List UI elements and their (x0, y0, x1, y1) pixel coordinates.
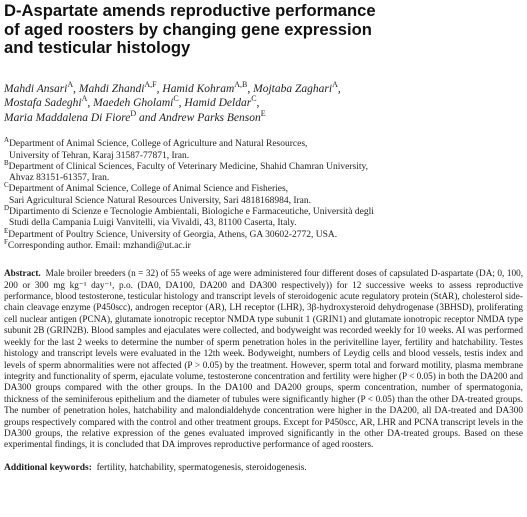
affiliation-line: Corresponding author. Email: mzhandi@ut.ac.ir (7, 240, 191, 251)
affiliation-line: Studi della Campania Luigi Vanvitelli, via Vivaldi, 43, 81100 Caserta, Italy. (9, 218, 297, 229)
affiliation-line: Ahvaz 83151-61357, Iran. (9, 173, 110, 184)
author-separator: , (87, 97, 94, 110)
abstract (4, 269, 523, 452)
author-affiliation-mark: A,F (144, 79, 157, 89)
affiliation-mark: E (4, 226, 9, 235)
author-affiliation-mark: A,B (234, 79, 248, 89)
author-name: Mostafa Sadeghi (4, 97, 82, 110)
title-line-3: and testicular histology (4, 38, 191, 57)
abstract-text: Male broiler breeders (n = 32) of 55 weeks of age were administered four different doses of capsulated D-aspartate (DA; 0, 100, 200 or 300 mg kg⁻¹ day⁻¹, p.o. (DA0, DA100, DA200 and DA300 respectively)) for 12 successive weeks to assess reproductive performance, blood testosterone, testicular histology and transcript levels of steroidogenic acute regulatory protein (StAR), cholesterol side-chain cleavage enzyme (P450scc), androgen receptor (AR), LH receptor (LHR), 3β-hydroxysteroid dehydrogenase (3BHSD), proliferating cell nuclear antigen (PCNA), glutamate ionotropic receptor NMDA type subunit 1 (GRIN1) and glutamate ionotropic receptor NMDA type subunit 2B (GRIN2B). Blood samples and ejaculates were collected, and bodyweight was recorded weekly for 10 weeks. AI was performed weekly for the last 2 weeks to determine the number of sperm penetration holes in the perivitelline layer, fertility and hatchability. Testes histology and transcript levels were evaluated in the 12th week. Bodyweight, numbers of Leydig cells and blood vessels, testis index and levels of sperm abnormalities were not affected (P > 0.05) by the treatment. However, sperm total and forward motility, plasma membrane integrity and functionality of sperm, ejaculate volume, testosterone concentration and fertility were higher (P < 0.05) in both the DA200 and DA300 groups compared with the other groups. In the DA100 and DA200 groups, sperm concentration, number of spermatogonia, thickness of the seminiferous epithelium and the diameter of tubules were significantly higher (P < 0.05) than the other DA-treated groups. The number of penetration holes, hatchability and malondialdehyde concentration were higher in the DA200, all DA-treated and DA300 groups respectively compared with the control and other treatment groups. Except for P450scc, AR, LHR and PCNA transcript levels in the DA300 groups, the relative expression of the genes evaluated improved significantly in the other DA-treated groups. Based on these experimental findings, it is concluded that DA improves reproductive performance of aged roosters. (4, 269, 524, 451)
affiliation-line: Department of Clinical Sciences, Faculty of Veterinary Medicine, Shahid Chamran University, (8, 161, 368, 172)
keywords (4, 462, 523, 474)
affiliation-mark: C (4, 181, 9, 190)
author-affiliation-mark: C (173, 94, 179, 104)
affiliation (4, 203, 523, 230)
affiliation-mark: F (4, 237, 8, 246)
affiliation (4, 136, 523, 162)
affiliation-line: Department of Poultry Science, University of Georgia, Athens, GA 30602-2772, USA. (8, 229, 338, 240)
author-affiliation-mark: E (260, 108, 266, 118)
author-separator: , (337, 82, 341, 95)
affiliation-line: University of Tehran, Karaj 31587-77871, Iran. (9, 150, 190, 161)
author-name: Andrew Parks Benson (158, 111, 261, 124)
author-affiliation-mark: A (81, 94, 88, 104)
author-affiliation-mark: A (332, 79, 338, 89)
title-line-2: of aged roosters by changing gene expression (4, 19, 372, 39)
keywords-text: fertility, hatchability, spermatogenesis, steroidogenesis. (96, 462, 307, 473)
keywords-label: Additional keywords: (4, 462, 92, 473)
affiliation-mark: D (4, 203, 10, 212)
affiliation (4, 237, 523, 252)
author-line-3 (4, 108, 523, 126)
affiliation-list (4, 136, 523, 252)
paper-title (4, 2, 523, 58)
author-separator: , (73, 82, 79, 95)
affiliation-line: Dipartimento di Scienze e Tecnologie Ambientali, Biologiche e Farmaceutiche, Università degli (9, 207, 374, 218)
author-affiliation-mark: A (67, 79, 74, 89)
author-separator: , (156, 82, 163, 95)
affiliation-mark: B (4, 158, 9, 167)
author-name: Mahdi Zhandi (78, 82, 145, 95)
author-separator: , (247, 82, 254, 95)
title-line-1: D-Aspartate amends reproductive performance (4, 1, 376, 20)
author-name: Maria Maddalena Di Fiore (4, 111, 131, 124)
affiliation-line: Department of Animal Science, College of Agriculture and Natural Resources, (9, 139, 308, 150)
author-list (4, 79, 523, 126)
author-name: Mahdi Ansari (4, 82, 68, 95)
author-name: Maedeh Gholami (93, 97, 174, 110)
affiliation (4, 226, 523, 241)
affiliation (4, 181, 523, 207)
author-name: Hamid Kohram (162, 82, 235, 95)
affiliation (4, 158, 523, 185)
affiliation-line: Department of Animal Science, College of Animal Science and Fisheries, (8, 184, 289, 195)
author-name: Hamid Deldar (184, 97, 252, 110)
author-separator: and (136, 111, 159, 124)
abstract-label: Abstract. (4, 269, 41, 280)
author-separator: , (178, 97, 185, 110)
affiliation-line: Sari Agricultural Science Natural Resources University, Sari 4818168984, Iran. (9, 195, 311, 206)
author-affiliation-mark: D (130, 108, 137, 118)
author-separator: , (256, 97, 260, 110)
affiliation-mark: A (4, 136, 10, 145)
author-affiliation-mark: C (251, 94, 257, 104)
author-name: Mojtaba Zaghari (253, 82, 333, 95)
